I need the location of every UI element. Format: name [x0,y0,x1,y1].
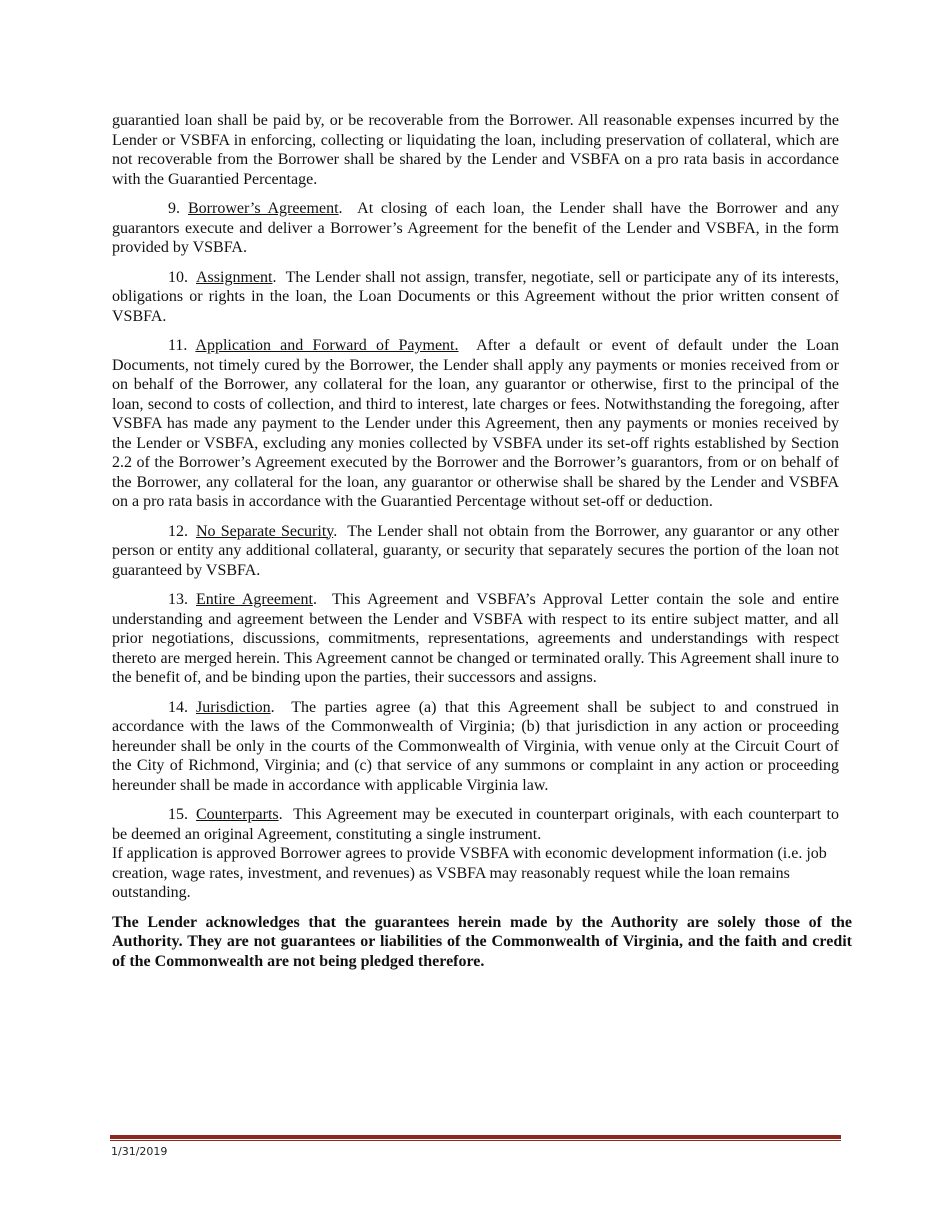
footer-rule-thin [110,1140,841,1141]
section-body: The Lender shall not assign, transfer, negotiate, sell or participate any of its interests, obligations or rights in the loan, the Loan Documents or this Agreement without the prior written consent of VSBFA. [112,268,839,325]
section-10 [112,268,839,327]
section-heading: Jurisdiction [196,698,271,716]
heading-punct: . [278,806,283,823]
section-11 [112,336,839,512]
section-number: 15. [168,806,188,823]
section-body: The Lender shall not obtain from the Borrower, any guarantor or any other person or entity any additional collateral, guaranty, or security that separately secures the portion of the loan not guaranteed by VSBFA. [112,522,839,579]
section-12 [112,522,839,581]
document-body [112,111,852,971]
economic-info-paragraph: If application is approved Borrower agrees to provide VSBFA with economic development information (i.e. job creation, wage rates, investment, and revenues) as VSBFA may reasonably request while the loan remains outstanding. [112,845,827,901]
section-heading: Borrower’s Agreement [188,200,339,217]
section-heading: Entire Agreement [196,591,313,608]
section-13 [112,590,839,688]
section-number: 10. [168,268,188,286]
section-body: After a default or event of default under the Loan Documents, not timely cured by the Borrower, the Lender shall apply any payments or monies received from or on behalf of the Borrower, any collateral for the loan, any guarantor or otherwise, first to the principal of the loan, second to costs of collection, and third to interest, late charges or fees. Notwithstanding the foregoing, after VSBFA has made any payment to the Lender under this Agreement, then any payments or monies received by the Lender or VSBFA, excluding any monies collected by VSBFA under its set-off rights established by Section 2.2 of the Borrower’s Agreement executed by the Borrower and the Borrower’s guarantors, from or on behalf of the Borrower, any collateral for the loan, any guarantor or otherwise shall be shared by the Lender and VSBFA on a pro rata basis in accordance with the Guarantied Percentage without set-off or deduction. [112,337,840,510]
section-number: 9. [168,200,180,217]
section-9 [112,199,839,258]
heading-punct: . [333,522,338,540]
footer-rule [110,1135,841,1139]
heading-punct: . [272,268,277,286]
section-body: This Agreement may be executed in counterpart originals, with each counterpart to be deemed an original Agreement, constituting a single instrument. [112,806,839,843]
section-14 [112,698,839,796]
section-number: 12. [168,522,188,540]
section-number: 14. [168,698,188,716]
acknowledgement-paragraph: The Lender acknowledges that the guarantees herein made by the Authority are solely those of the Authority. They are not guarantees or liabilities of the Commonwealth of Virginia, and the faith and credit of the Commonwealth are not being pledged therefore. [112,913,852,970]
section-number: 13. [168,591,188,608]
section-heading: Application and Forward of Payment. [195,337,459,354]
section-body: At closing of each loan, the Lender shall have the Borrower and any guarantors execute and deliver a Borrower’s Agreement for the benefit of the Lender and VSBFA, in the form provided by VSBFA. [112,200,839,256]
section-15 [112,805,839,844]
section-number: 11. [168,337,188,354]
intro-paragraph: guarantied loan shall be paid by, or be recoverable from the Borrower. All reasonable expenses incurred by the Lender or VSBFA in enforcing, collecting or liquidating the loan, including preservation of collateral, which are not recoverable from the Borrower shall be shared by the Lender and VSBFA on a pro rata basis in accordance with the Guarantied Percentage. [112,112,839,188]
heading-punct: . [338,200,343,217]
section-heading: Assignment [196,268,273,286]
heading-punct: . [270,698,275,716]
heading-punct: . [312,591,317,608]
section-body: The parties agree (a) that this Agreement shall be subject to and construed in accordance with the laws of the Commonwealth of Virginia; (b) that jurisdiction in any action or proceeding hereunder shall be only in the courts of the Commonwealth of Virginia, with venue only at the Circuit Court of the City of Richmond, Virginia; and (c) that service of any summons or complaint in any action or proceeding hereunder shall be made in accordance with applicable Virginia law. [112,698,839,794]
footer-date: 1/31/2019 [111,1145,168,1158]
section-heading: Counterparts [196,806,279,823]
section-body: This Agreement and VSBFA’s Approval Letter contain the sole and entire understanding and agreement between the Lender and VSBFA with respect to its entire subject matter, and all prior negotiations, discussions, commitments, representations, agreements and understandings with respect thereto are merged herein. This Agreement cannot be changed or terminated orally. This Agreement shall inure to the benefit of, and be binding upon the parties, their successors and assigns. [112,591,839,686]
section-heading: No Separate Security [196,522,334,540]
